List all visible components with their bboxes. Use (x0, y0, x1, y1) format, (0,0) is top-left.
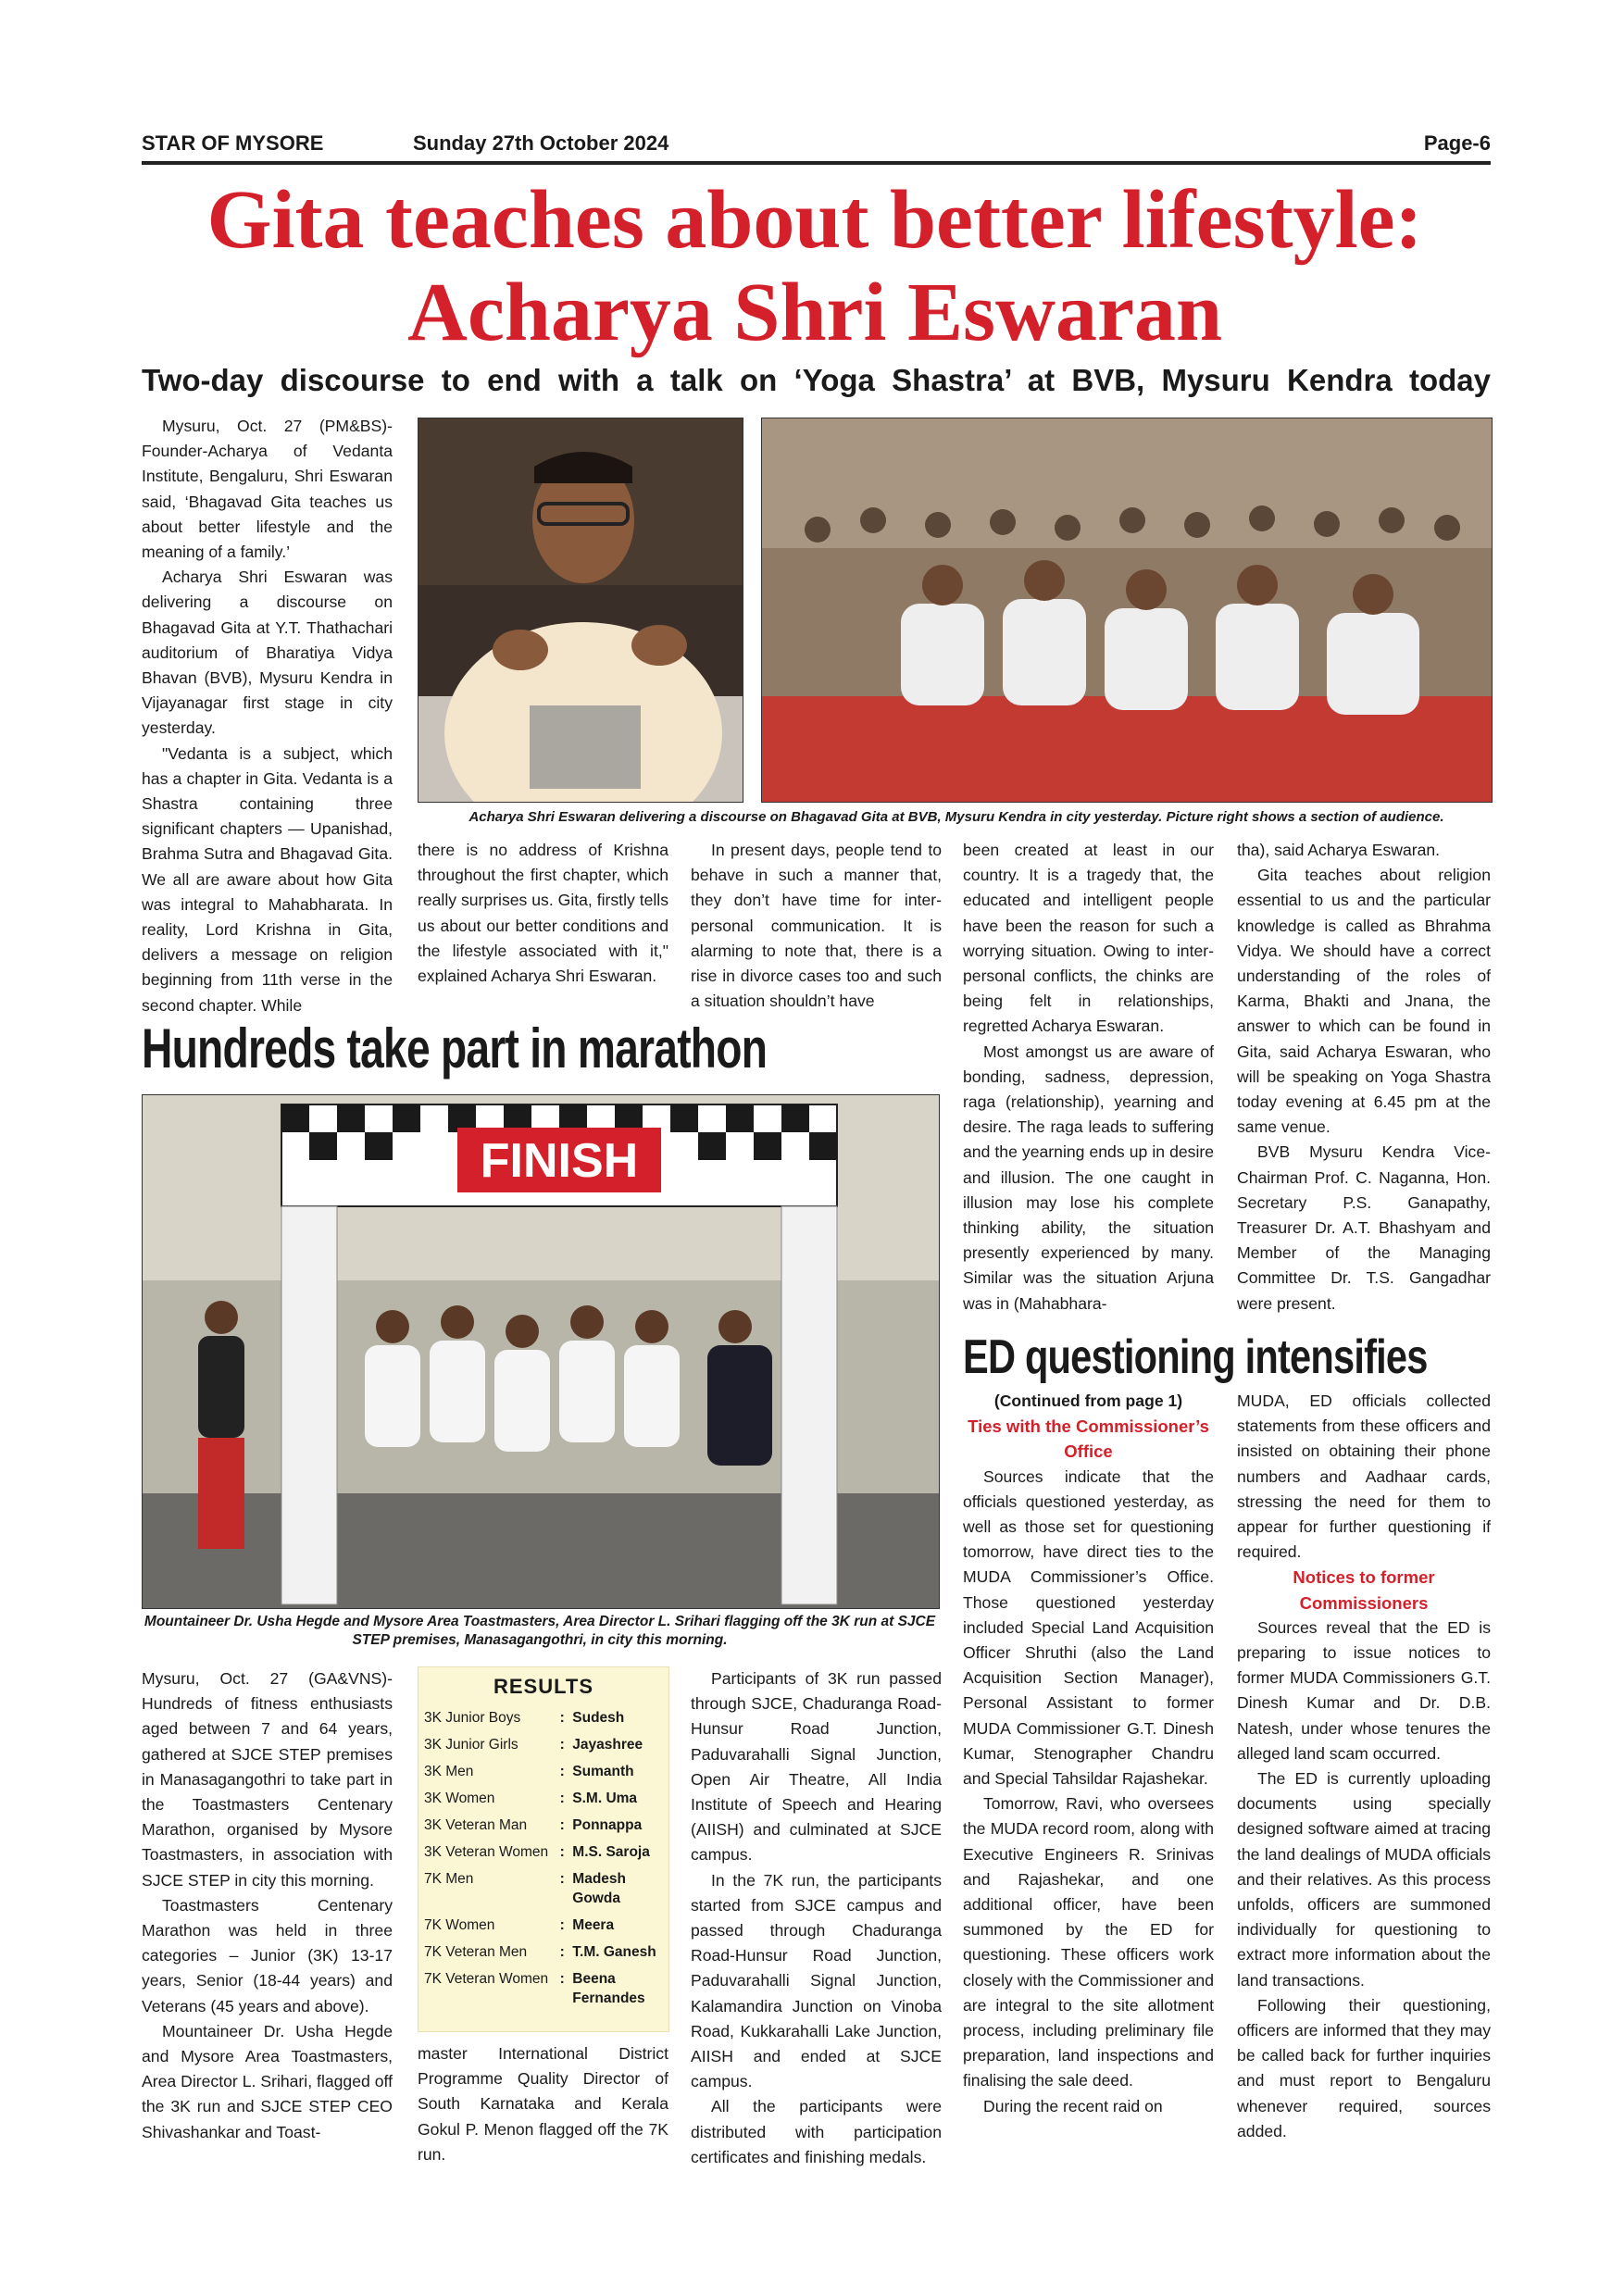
results-row: 3K Veteran Women : M.S. Saroja (424, 1844, 650, 1860)
story2-col3-para2: In the 7K run, the participants started from SJCE campus and passed through Chaduranga Road-Hunsur Road Junction, Paduvarahalli Signal Junction, Kalamandira Junction on Vinoba Road, Kukkarahalli Lake Junction, AIISH and ended at SJCE campus. (691, 1870, 942, 2091)
story3-col1-para3: During the recent raid on (983, 2096, 1163, 2115)
story3-headline: ED questioning intensifies (963, 1330, 1428, 1384)
acharya-speaker-photo (418, 418, 743, 803)
results-row: 7K Men : Madesh Gowda (424, 1871, 626, 1906)
story2-column-2 (418, 2041, 668, 2167)
story3-col2-para3: The ED is currently uploading documents using specially designed software aimed at tracing the land dealings of MUDA officials and their relatives. As this process unfolds, officers are summoned individually for questioning to extract more information about the land transactions. (1237, 1769, 1491, 1990)
story1-subhead: Two-day discourse to end with a talk on ‘Yoga Shastra’ at BVB, Mysuru Kendra today (142, 363, 1491, 397)
results-row: 3K Veteran Man : Ponnappa (424, 1817, 643, 1833)
results-row: 7K Veteran Women : Beena Fernandes (424, 1971, 645, 2006)
story2-col1-para1: Mysuru, Oct. 27 (GA&VNS)- Hundreds of fitness enthusiasts aged between 7 and 64 years, gathered at SJCE STEP premises in Manasagangothri to take part in the Toastmasters Centenary Marathon, organised by Mysore Toastmasters, in association with SJCE STEP in city this morning. (142, 1669, 393, 1890)
results-box (418, 1666, 669, 2032)
story1-col2-para1: there is no address of Krishna throughout the first chapter, which really surprises us. Gita, firstly tells us about our better conditions and the lifestyle associated with it," explained Acharya Shri Eswaran. (418, 841, 668, 986)
results-title: RESULTS (493, 1675, 594, 1698)
story3-col2-para2: Sources reveal that the ED is preparing to issue notices to former MUDA Commissioners G.T. Dinesh Kumar and Dr. D.B. Natesh, under whose tenures the alleged land scam occurred. (1237, 1617, 1491, 1763)
story3-col2-para1: MUDA, ED officials collected statements from these officers and insisted on obtaining their phone numbers and Aadhaar cards, stressing the need for them to appear for further questioning if required. (1237, 1391, 1491, 1562)
story1-col4-para2: Most amongst us are aware of bonding, sadness, depression, raga (relationship), yearning and desire. The raga leads to suffering and the yearning ends up in desire and illusion. The one caught in illusion may lose his complete thinking ability, the situation presently experienced by many. Similar was the situation Arjuna was in (Mahabhara- (963, 1042, 1214, 1313)
story1-column-1 (142, 414, 393, 1018)
story2-column-3 (691, 1666, 942, 2170)
story1-col1-para3: "Vedanta is a subject, which has a chapter in Gita. Vedanta is a Shastra containing three significant chapters — Upanishad, Brahma Sutra and Bhagavad Gita. We all are aware about how Gita was integral to Mahabharata. In reality, Lord Krishna in Gita, delivers a message on religion beginning from 11th verse in the second chapter. While (142, 743, 393, 1015)
story3-column-1 (963, 1389, 1214, 2119)
story1-col5-para1: tha), said Acharya Eswaran. (1237, 841, 1441, 859)
results-row: 3K Women : S.M. Uma (424, 1791, 638, 1806)
story3-column-2 (1237, 1389, 1491, 2144)
masthead-page-number: Page-6 (1423, 131, 1491, 155)
story1-col5-para2: Gita teaches about religion essential to us and the particular knowledge is called as Bhrahma Vidya. We should have a correct understanding of the roles of Karma, Bhakti and Jnana, the answer to which can be found in Gita, said Acharya Eswaran, who will be speaking on Yoga Shastra today evening at 6.45 pm at the same venue. (1237, 866, 1491, 1137)
masthead-rule (142, 161, 1491, 165)
story3-subhead-2: Notices to former Commissioners (1293, 1567, 1435, 1613)
masthead-date: Sunday 27th October 2024 (413, 131, 669, 155)
finish-banner-text: FINISH (480, 1134, 639, 1188)
story1-col1-para1: Mysuru, Oct. 27 (PM&BS)- Founder-Acharya of Vedanta Institute, Bengaluru, Shri Eswaran said, ‘Bhagavad Gita teaches us about better lifestyle and the meaning of a family.’ (142, 417, 393, 562)
story1-col1-para2: Acharya Shri Eswaran was delivering a discourse on Bhagavad Gita at Y.T. Thathachari auditorium of Bharatiya Vidya Bhavan (BVB), Mysuru Kendra in Vijayanagar first stage in city yesterday. (142, 568, 393, 738)
story1-headline: Gita teaches about better lifestyle: Acharya Shri Eswaran (206, 174, 1423, 358)
story1-col4-para1: been created at least in our country. It is a tragedy that, the educated and intelligent people have been the reason for such a worrying situation. Owing to inter-personal conflicts, the chinks are being felt in relationships, regretted Acharya Eswaran. (963, 841, 1214, 1036)
story2-photo-caption: Mountaineer Dr. Usha Hegde and Mysore Area Toastmasters, Area Director L. Srihari flagging off the 3K run at SJCE STEP premises, Manasagangothri, in city this morning. (144, 1614, 936, 1648)
story1-col3-para1: In present days, people tend to behave in such a manner that, they don’t have time for inter-personal communication. It is alarming to note that, there is a rise in divorce cases too and such a situation shouldn’t have (691, 841, 942, 1011)
story3-col1-para2: Tomorrow, Ravi, who oversees the MUDA record room, along with Executive Engineers R. Srinivas and Rajashekar, and one additional officer, have been summoned by the ED for questioning. These officers work closely with the Commissioner and are integral to the site allotment process, including preliminary file preparation, land inspections and finalising the sale deed. (963, 1794, 1214, 2090)
results-row: 3K Junior Boys : Sudesh (424, 1710, 625, 1726)
masthead-paper-name: STAR OF MYSORE (142, 131, 324, 155)
story1-column-3 (691, 838, 942, 1014)
story1-col5-para3: BVB Mysuru Kendra Vice-Chairman Prof. C. Naganna, Hon. Secretary P.S. Ganapathy, Treasurer Dr. A.T. Bhashyam and Member of the Managing Committee Dr. T.S. Gangadhar were present. (1237, 1142, 1491, 1313)
results-row: 7K Women : Meera (424, 1917, 615, 1933)
story3-subhead-1: Ties with the Commissioner’s Office (968, 1416, 1209, 1462)
story2-column-1 (142, 1666, 393, 2145)
results-row: 3K Junior Girls : Jayashree (424, 1737, 643, 1753)
story2-col1-para2: Toastmasters Centenary Marathon was held in three categories – Junior (3K) 13-17 years, Senior (18-44 years) and Veterans (45 years and above). (142, 1895, 393, 2015)
audience-photo (761, 418, 1493, 803)
story2-headline: Hundreds take part in marathon (142, 1017, 768, 1079)
marathon-photo (142, 1094, 940, 1609)
story2-col3-para3: All the participants were distributed with participation certificates and finishing medals. (691, 2097, 942, 2166)
results-row: 3K Men : Sumanth (424, 1764, 634, 1779)
story2-col2-para1: master International District Programme Quality Director of South Karnataka and Kerala Gokul P. Menon flagged off the 7K run. (418, 2044, 668, 2164)
story2-col1-para3: Mountaineer Dr. Usha Hegde and Mysore Area Toastmasters, Area Director L. Srihari, flagged off the 3K run and SJCE STEP CEO Shivashankar and Toast- (142, 2021, 393, 2141)
results-row: 7K Veteran Men : T.M. Ganesh (424, 1944, 656, 1960)
story3-col2-para4: Following their questioning, officers are informed that they may be called back for further inquiries and must report to Bengaluru whenever required, sources added. (1237, 1995, 1491, 2140)
story2-col3-para1: Participants of 3K run passed through SJCE, Chaduranga Road-Hunsur Road Junction, Paduvarahalli Signal Junction, Open Air Theatre, All India Institute of Speech and Hearing (AIISH) and culminated at SJCE campus. (691, 1669, 942, 1865)
story1-column-5 (1237, 838, 1491, 1316)
story3-col1-para1: Sources indicate that the officials questioned yesterday, as well as those set for questioning tomorrow, have direct ties to the MUDA Commissioner’s Office. Those questioned yesterday included Special Land Acquisition Officer Shruthi (also the Land Acquisition Section Manager), Personal Assistant to former MUDA Commissioner G.T. Dinesh Kumar, Stenographer Chandru and Special Tahsildar Rajashekar. (963, 1466, 1214, 1789)
story1-column-2 (418, 838, 668, 989)
story1-photo-caption: Acharya Shri Eswaran delivering a discourse on Bhagavad Gita at BVB, Mysuru Kendra in city yesterday. Picture right shows a section of audience. (468, 809, 1444, 825)
story1-column-4 (963, 838, 1214, 1316)
story3-continued-note: (Continued from page 1) (993, 1391, 1183, 1410)
